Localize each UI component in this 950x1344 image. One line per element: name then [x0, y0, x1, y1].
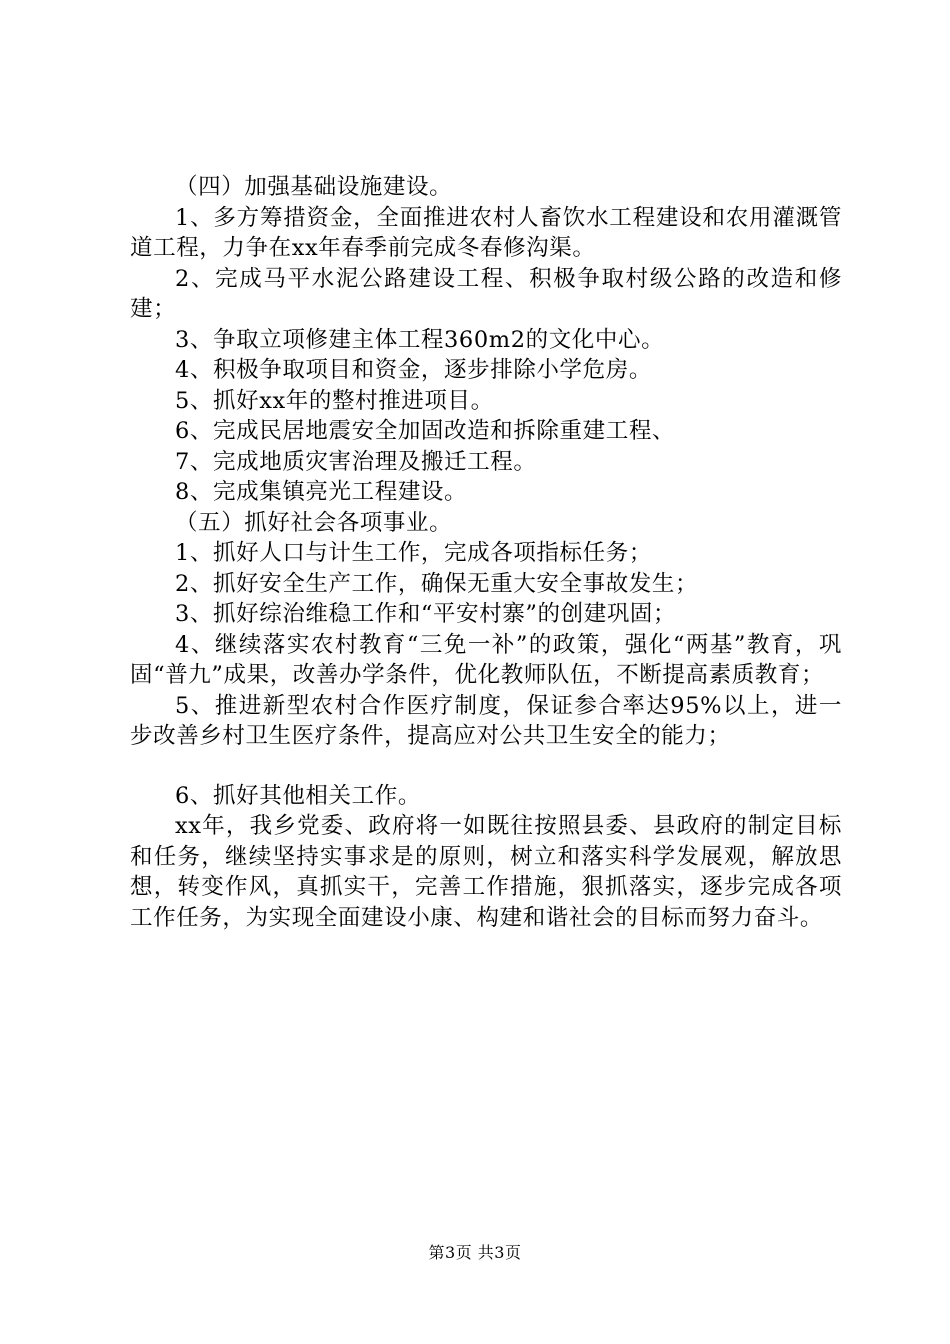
list-item: 6、抓好其他相关工作。: [175, 782, 421, 809]
list-item: 3、争取立项修建主体工程360m2的文化中心。: [175, 326, 665, 353]
list-item: 2、抓好安全生产工作，确保无重大安全事故发生；: [175, 570, 699, 597]
list-item: 2、完成马平水泥公路建设工程、积极争取村级公路的改造和修建；: [130, 265, 842, 322]
list-item: 5、抓好xx年的整村推进项目。: [175, 387, 494, 414]
list-item: 4、积极争取项目和资金，逐步排除小学危房。: [175, 357, 652, 383]
list-item: 6、完成民居地震安全加固改造和拆除重建工程、: [175, 418, 676, 444]
page-footer: 第3页 共3页: [428, 1243, 522, 1262]
list-item: 1、抓好人口与计生工作，完成各项指标任务；: [175, 540, 652, 566]
closing-paragraph: xx年，我乡党委、政府将一如既往按照县委、县政府的制定目标和任务，继续坚持实事求是的原则，树立和落实科学发展观，解放思想，转变作风，真抓实干，完善工作措施，狠抓落实，逐步完成各项工作任务，为实现全面建设小康、构建和谐社会的目标而努力奋斗。: [130, 813, 842, 931]
list-item: 8、完成集镇亮光工程建设。: [175, 479, 468, 505]
document-body: [130, 172, 842, 933]
section-heading-five: （五）抓好社会各项事业。: [175, 509, 453, 536]
section-heading-four: （四）加强基础设施建设。: [175, 174, 453, 200]
list-item: 1、多方筹措资金，全面推进农村人畜饮水工程建设和农用灌溉管道工程，力争在xx年春季前完成冬春修沟渠。: [130, 204, 842, 261]
list-item: 3、抓好综治维稳工作和“平安村寨”的创建巩固；: [175, 601, 677, 627]
list-item: 4、继续落实农村教育“三免一补”的政策，强化“两基”教育，巩固“普九”成果，改善办学条件，优化教师队伍，不断提高素质教育；: [130, 631, 842, 688]
list-item: 7、完成地质灾害治理及搬迁工程。: [175, 448, 537, 475]
list-item: 5、推进新型农村合作医疗制度，保证参合率达95%以上，进一步改善乡村卫生医疗条件，提高应对公共卫生安全的能力；: [130, 692, 842, 749]
